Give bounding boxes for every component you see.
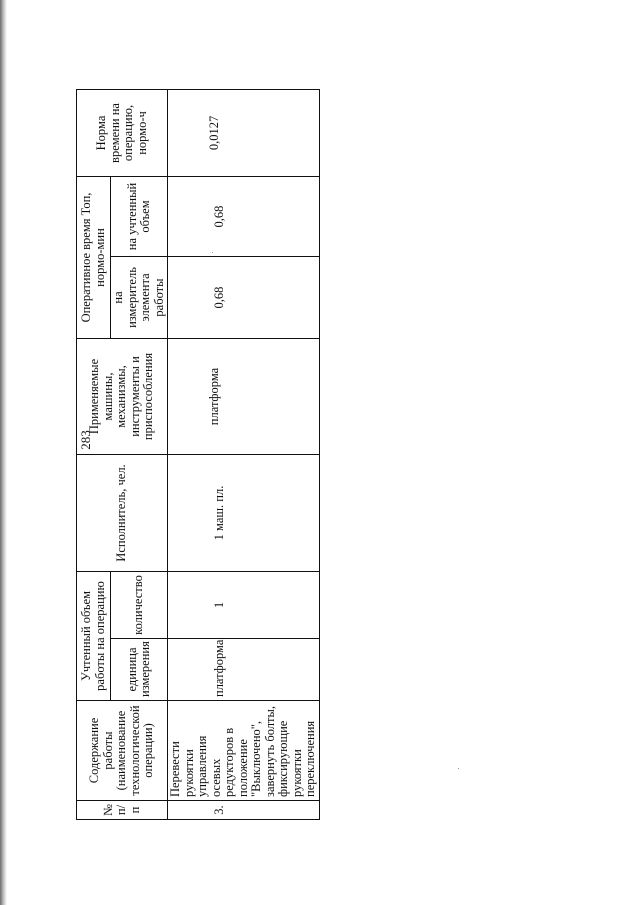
table-row: [168, 89, 320, 819]
header-optime-group: Оперативное время Топ, нормо-мин: [77, 176, 111, 338]
rotated-content: [76, 90, 317, 820]
cell-machines: платформа: [168, 339, 320, 455]
cell-quantity: 1: [168, 572, 320, 639]
norm-table: [76, 89, 320, 820]
scan-edge: [0, 0, 7, 905]
page-number: 283: [78, 430, 93, 450]
header-optime-volume: на учтенный объем: [111, 176, 168, 256]
header-optime-measure: на измеритель элемента работы: [111, 257, 168, 339]
cell-content: Перевести рукоятки управления осевых редукторов в положение "Выключено", завернуть болты, фиксирующие рукоятки переключения: [168, 701, 320, 801]
header-quantity: количество: [111, 572, 168, 639]
cell-optime-measure: 0,68: [168, 257, 320, 339]
header-content: Содержание работы (наименование технологической операции): [77, 701, 168, 801]
cell-unit: платформа: [168, 639, 320, 701]
cell-num: 3.: [168, 801, 320, 820]
header-executor: Исполнитель, чел.: [77, 455, 168, 572]
header-row-1: [77, 89, 111, 819]
header-machines: Применяемые машины, механизмы, инструменты и приспособления: [77, 339, 168, 455]
rotated-page-region: [76, 90, 317, 820]
header-num: № п/п: [77, 801, 168, 820]
scan-speck: [458, 768, 459, 769]
header-unit: единица измерения: [111, 639, 168, 701]
cell-executor: 1 маш. пл.: [168, 455, 320, 572]
header-norm: Норма времени на операцию, нормо-ч: [77, 89, 168, 176]
cell-norm: 0,0127: [168, 89, 320, 176]
cell-optime-volume: 0,68: [168, 176, 320, 256]
header-volume-group: Учтенный объем работы на операцию: [77, 572, 111, 701]
